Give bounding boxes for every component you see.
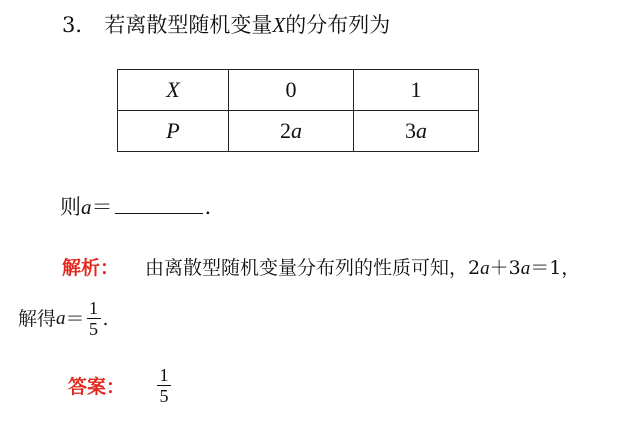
- problem-text-after: 的分布列为: [285, 13, 391, 37]
- answer-label: 答案：: [68, 376, 126, 398]
- question-variable: a: [81, 195, 92, 219]
- conclusion-line: [18, 298, 109, 339]
- table-cell-x-1: 1: [354, 70, 479, 111]
- problem-number: 3．: [62, 13, 97, 37]
- conclusion-variable: a: [56, 307, 66, 329]
- conclusion-prefix: 解得: [18, 307, 57, 330]
- table-row-p: [118, 111, 479, 152]
- p-value-1: 3a: [405, 118, 427, 143]
- answer-line: [68, 365, 173, 406]
- answer-denominator: 5: [159, 386, 169, 406]
- table-cell-p-label: P: [118, 111, 229, 152]
- table-cell-p-0: [229, 111, 354, 152]
- conclusion-equals: ＝: [65, 307, 85, 330]
- problem-text-before: 若离散型随机变量: [104, 13, 273, 37]
- answer-fraction: [157, 365, 171, 406]
- table-cell-x-0: 0: [229, 70, 354, 111]
- table-cell-p-1: [354, 111, 479, 152]
- distribution-table: [117, 69, 479, 152]
- analysis-equation: 2a＋3a＝1，: [468, 257, 581, 279]
- conclusion-fraction: [87, 298, 101, 339]
- answer-blank: [115, 195, 203, 214]
- problem-variable: X: [272, 13, 286, 37]
- question-equals: ＝: [91, 195, 113, 219]
- conclusion-numerator: 1: [89, 298, 99, 318]
- table-cell-x-label: X: [118, 70, 229, 111]
- analysis-label: 解析：: [62, 257, 120, 279]
- conclusion-suffix: .: [102, 307, 109, 330]
- problem-statement: [62, 10, 390, 40]
- question-suffix: .: [204, 195, 212, 219]
- table-row-x: [118, 70, 479, 111]
- conclusion-denominator: 5: [89, 319, 99, 339]
- p-value-0: 2a: [280, 118, 302, 143]
- analysis-text: 由离散型随机变量分布列的性质可知，: [145, 257, 469, 279]
- analysis-line: [62, 253, 580, 284]
- answer-numerator: 1: [159, 365, 169, 385]
- question-prefix: 则: [60, 195, 81, 219]
- question-line: [60, 192, 211, 222]
